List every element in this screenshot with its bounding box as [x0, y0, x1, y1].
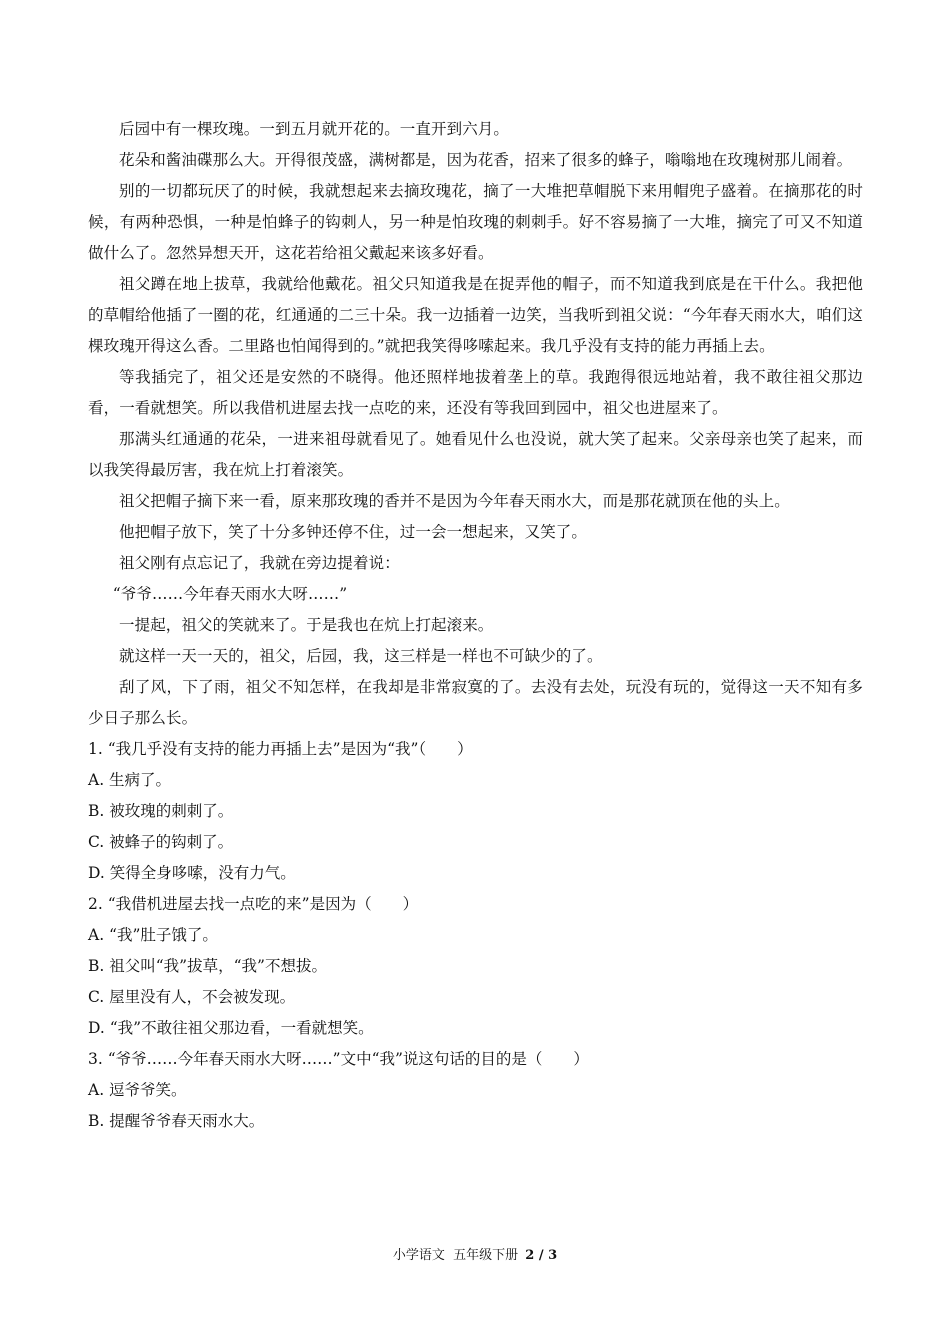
answer-option: A. 逗爷爷笑。 [88, 1081, 187, 1099]
answer-option: A. 生病了。 [88, 771, 172, 789]
question-3 [88, 1044, 863, 1137]
footer-subject: 小学语文 五年级下册 [392, 1248, 519, 1263]
passage-paragraph: 祖父把帽子摘下来一看，原来那玫瑰的香并不是因为今年春天雨水大，而是那花就顶在他的头上。 [119, 492, 790, 510]
answer-option: B. 被玫瑰的刺刺了。 [88, 802, 234, 820]
passage-paragraph: 刮了风，下了雨，祖父不知怎样，在我却是非常寂寞的了。去没有去处，玩没有玩的，觉得这一天不知有多少日子那么长。 [88, 678, 863, 727]
passage-paragraph: 一提起，祖父的笑就来了。于是我也在炕上打起滚来。 [119, 616, 494, 634]
question-stem: 2. “我借机进屋去找一点吃的来”是因为（ ） [88, 895, 419, 913]
question-2 [88, 889, 863, 1044]
page-content [88, 114, 863, 1137]
passage-paragraph: 后园中有一棵玫瑰。一到五月就开花的。一直开到六月。 [119, 120, 510, 138]
question-stem: 3. “爷爷……今年春天雨水大呀……”文中“我”说这句话的目的是（ ） [88, 1050, 589, 1068]
passage-paragraph: 等我插完了，祖父还是安然的不晓得。他还照样地拔着垄上的草。我跑得很远地站着，我不敢往祖父那边看，一看就想笑。所以我借机进屋去找一点吃的来，还没有等我回到园中，祖父也进屋来了。 [88, 368, 863, 417]
question-1 [88, 734, 863, 889]
passage-paragraph: 他把帽子放下，笑了十分多钟还停不住，过一会一想起来，又笑了。 [119, 523, 588, 541]
answer-option: D. “我”不敢往祖父那边看，一看就想笑。 [88, 1019, 374, 1037]
page-number: 2 / 3 [525, 1248, 558, 1263]
answer-option: B. 提醒爷爷春天雨水大。 [88, 1112, 265, 1130]
passage-dialog-line: “爷爷……今年春天雨水大呀……” [112, 585, 348, 603]
passage-paragraph: 祖父蹲在地上拔草，我就给他戴花。祖父只知道我是在捉弄他的帽子，而不知道我到底是在干什么。我把他的草帽给他插了一圈的花，红通通的二三十朵。我一边插着一边笑，当我听到祖父说：“今年春天雨水大，咱们这棵玫瑰开得这么香。二里路也怕闻得到的。”就把我笑得哆嗦起来。我几乎没有支持的能力再插上去。 [88, 275, 863, 355]
question-stem: 1. “我几乎没有支持的能力再插上去”是因为“我”（ ） [88, 740, 473, 758]
answer-option: A. “我”肚子饿了。 [88, 926, 218, 944]
answer-option: C. 屋里没有人，不会被发现。 [88, 988, 296, 1006]
answer-option: D. 笑得全身哆嗦，没有力气。 [88, 864, 296, 882]
passage-paragraph: 就这样一天一天的，祖父，后园，我，这三样是一样也不可缺少的了。 [119, 647, 603, 665]
answer-option: C. 被蜂子的钩刺了。 [88, 833, 234, 851]
passage-paragraph: 那满头红通通的花朵，一进来祖母就看见了。她看见什么也没说，就大笑了起来。父亲母亲也笑了起来，而以我笑得最厉害，我在炕上打着滚笑。 [88, 430, 863, 479]
page-footer [0, 1246, 950, 1266]
passage-paragraph: 花朵和酱油碟那么大。开得很茂盛，满树都是，因为花香，招来了很多的蜂子，嗡嗡地在玫瑰树那儿闹着。 [119, 151, 853, 169]
passage-paragraph: 祖父刚有点忘记了，我就在旁边提着说： [119, 554, 400, 572]
answer-option: B. 祖父叫“我”拔草，“我”不想拔。 [88, 957, 327, 975]
passage-paragraph: 别的一切都玩厌了的时候，我就想起来去摘玫瑰花，摘了一大堆把草帽脱下来用帽兜子盛着。在摘那花的时候，有两种恐惧，一种是怕蜂子的钩刺人，另一种是怕玫瑰的刺刺手。好不容易摘了一大堆，摘完了可又不知道做什么了。忽然异想天开，这花若给祖父戴起来该多好看。 [88, 182, 863, 262]
